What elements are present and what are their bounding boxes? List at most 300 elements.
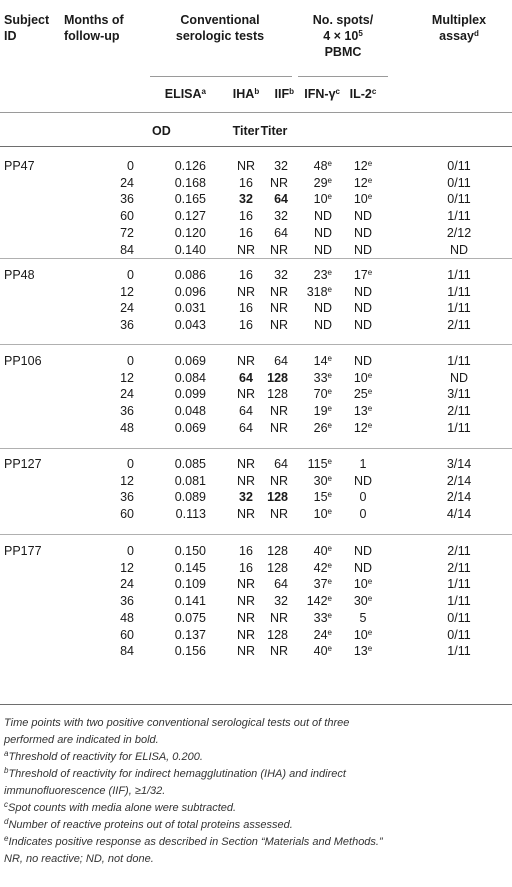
positive-marker: e bbox=[327, 175, 332, 185]
multiplex-cell: 0/11 bbox=[447, 610, 471, 625]
elisa-cell: 0.140 bbox=[174, 242, 206, 257]
ifn-gamma-value: ND bbox=[313, 301, 332, 316]
iha-cell: NR bbox=[236, 644, 256, 659]
months-cell: 0 bbox=[127, 544, 134, 558]
months-cell: 60 bbox=[120, 209, 134, 224]
header-bottom-rule bbox=[0, 146, 512, 147]
ifn-gamma-value: 26 bbox=[313, 420, 328, 435]
iha-cell: NR bbox=[236, 284, 256, 299]
elisa-cell: 0.113 bbox=[175, 507, 206, 522]
multiplex-cell: 2/14 bbox=[446, 473, 472, 488]
table-row bbox=[0, 643, 512, 659]
positive-marker: e bbox=[367, 387, 373, 397]
multiplex-cell: ND bbox=[449, 370, 469, 385]
ifn-gamma-cell bbox=[302, 643, 332, 659]
multiplex-cell: 3/14 bbox=[446, 457, 472, 471]
months-cell: 12 bbox=[120, 370, 134, 385]
multiplex-cell: 1/11 bbox=[447, 268, 471, 282]
positive-marker: e bbox=[327, 284, 332, 294]
months-cell: 36 bbox=[120, 490, 134, 505]
il2-value: 12 bbox=[353, 420, 368, 435]
months-cell: 36 bbox=[120, 594, 134, 609]
months-cell: 24 bbox=[120, 175, 134, 190]
positive-marker: e bbox=[367, 175, 373, 185]
positive-marker: e bbox=[367, 192, 373, 202]
il2-cell bbox=[343, 353, 383, 369]
ifn-gamma-cell bbox=[302, 225, 332, 241]
il2-value: ND bbox=[353, 473, 373, 488]
table-row bbox=[0, 317, 512, 333]
ifn-gamma-value: 10 bbox=[313, 507, 328, 522]
positive-marker: e bbox=[327, 354, 332, 363]
ifn-gamma-cell bbox=[302, 456, 332, 472]
header-ifn-sup: c bbox=[335, 87, 340, 96]
ifn-gamma-cell bbox=[302, 543, 332, 559]
positive-marker: e bbox=[367, 268, 373, 277]
ifn-gamma-cell bbox=[302, 489, 332, 505]
months-cell: 12 bbox=[120, 560, 134, 575]
positive-marker: e bbox=[327, 159, 332, 168]
ifn-gamma-value: 37 bbox=[313, 577, 328, 592]
iha-cell: NR bbox=[236, 610, 256, 625]
positive-marker: e bbox=[327, 627, 332, 637]
ifn-gamma-cell bbox=[302, 506, 332, 522]
footnote-b bbox=[4, 766, 508, 783]
il2-value: 0 bbox=[359, 507, 367, 522]
ifn-gamma-value: 33 bbox=[313, 610, 328, 625]
ifn-gamma-value: 70 bbox=[313, 387, 328, 402]
elisa-cell: 0.145 bbox=[174, 560, 206, 575]
ifn-gamma-value: 23 bbox=[313, 268, 328, 282]
header-spots-line3: PBMC bbox=[324, 45, 362, 59]
elisa-cell: 0.048 bbox=[174, 404, 206, 419]
positive-marker: e bbox=[367, 594, 373, 604]
elisa-cell: 0.081 bbox=[174, 473, 206, 488]
elisa-cell: 0.137 bbox=[174, 627, 206, 642]
ifn-gamma-value: ND bbox=[313, 242, 332, 257]
positive-marker: e bbox=[327, 387, 332, 397]
il2-cell bbox=[343, 456, 383, 472]
subheader-row bbox=[0, 86, 512, 102]
il2-value: ND bbox=[353, 560, 373, 575]
ifn-gamma-value: 10 bbox=[313, 192, 328, 207]
group-divider bbox=[0, 344, 512, 345]
header-multiplex-assay: assay bbox=[439, 29, 474, 43]
il2-value: ND bbox=[353, 354, 373, 368]
iif-cell: 32 bbox=[274, 209, 288, 224]
iif-cell: NR bbox=[269, 610, 288, 625]
il2-value: 10 bbox=[353, 192, 368, 207]
months-cell: 60 bbox=[120, 507, 134, 522]
ifn-gamma-cell bbox=[302, 353, 332, 369]
positive-marker: e bbox=[327, 370, 332, 380]
table-row bbox=[0, 576, 512, 592]
positive-marker: e bbox=[367, 577, 373, 587]
multiplex-cell: 1/11 bbox=[447, 594, 471, 609]
ifn-gamma-cell bbox=[302, 208, 332, 224]
iif-cell: 128 bbox=[267, 560, 288, 575]
il2-value: 10 bbox=[353, 577, 368, 592]
il2-cell bbox=[343, 191, 383, 207]
positive-marker: e bbox=[327, 594, 332, 604]
footnote-e-mark: e bbox=[4, 834, 9, 843]
positive-marker: e bbox=[327, 644, 332, 654]
footnote-d-text: Number of reactive proteins out of total proteins assessed. bbox=[8, 819, 293, 831]
footnote-a bbox=[4, 749, 508, 766]
il2-cell bbox=[343, 420, 383, 436]
elisa-cell: 0.168 bbox=[174, 175, 206, 190]
footnote-b-mark: b bbox=[4, 766, 9, 775]
ifn-gamma-value: 24 bbox=[313, 627, 328, 642]
elisa-cell: 0.126 bbox=[174, 159, 206, 173]
header-il2-label: IL-2 bbox=[349, 87, 372, 101]
footnote-d bbox=[4, 817, 508, 834]
positive-marker: e bbox=[327, 268, 332, 277]
iif-cell: NR bbox=[269, 242, 288, 257]
months-cell: 36 bbox=[120, 318, 134, 333]
header-multiplex bbox=[406, 12, 512, 44]
iif-cell: 128 bbox=[267, 370, 288, 385]
iha-cell: 16 bbox=[239, 544, 253, 558]
elisa-cell: 0.165 bbox=[174, 192, 206, 207]
il2-value: 10 bbox=[353, 627, 368, 642]
elisa-cell: 0.085 bbox=[174, 457, 206, 471]
ifn-gamma-cell bbox=[302, 191, 332, 207]
subject-id-cell: PP106 bbox=[4, 354, 42, 368]
footnote-a-text: Threshold of reactivity for ELISA, 0.200. bbox=[8, 751, 203, 763]
footnote-c-mark: c bbox=[4, 800, 8, 809]
table-row bbox=[0, 386, 512, 402]
iha-cell: NR bbox=[236, 627, 256, 642]
ifn-gamma-cell bbox=[302, 473, 332, 489]
header-conventional bbox=[150, 12, 290, 44]
ifn-gamma-value: 48 bbox=[313, 159, 328, 173]
elisa-cell: 0.084 bbox=[174, 370, 206, 385]
iha-cell: 64 bbox=[239, 370, 253, 385]
months-cell: 72 bbox=[120, 225, 134, 240]
iha-cell: 16 bbox=[239, 301, 253, 316]
months-cell: 48 bbox=[120, 610, 134, 625]
il2-value: 10 bbox=[353, 370, 368, 385]
unit-titer-iif: Titer bbox=[260, 124, 288, 138]
group-divider bbox=[0, 534, 512, 535]
ifn-gamma-value: 19 bbox=[313, 404, 328, 419]
footnote-e-text: Indicates positive response as described in Section “Materials and Methods.” bbox=[8, 836, 383, 848]
il2-cell bbox=[343, 506, 383, 522]
iif-cell: 128 bbox=[267, 627, 288, 642]
multiplex-cell: 1/11 bbox=[447, 301, 471, 316]
multiplex-cell: 0/11 bbox=[447, 159, 471, 173]
header-subject-line2: ID bbox=[4, 29, 17, 43]
iif-cell: NR bbox=[269, 644, 288, 659]
table-row bbox=[0, 267, 512, 283]
header-conventional-line2: serologic tests bbox=[175, 29, 265, 43]
subject-id-cell: PP47 bbox=[4, 159, 35, 173]
multiplex-cell: 1/11 bbox=[447, 354, 471, 368]
elisa-cell: 0.043 bbox=[174, 318, 206, 333]
iha-cell: NR bbox=[236, 354, 256, 368]
positive-marker: e bbox=[327, 404, 332, 414]
ifn-gamma-cell bbox=[302, 560, 332, 576]
subject-id-cell: PP48 bbox=[4, 268, 35, 282]
spots-underline bbox=[298, 76, 388, 77]
il2-value: ND bbox=[353, 544, 373, 558]
table-row bbox=[0, 456, 512, 472]
footnote-d-mark: d bbox=[4, 817, 9, 826]
ifn-gamma-value: 14 bbox=[313, 354, 328, 368]
header-conventional-line1: Conventional bbox=[180, 13, 260, 27]
table-row bbox=[0, 242, 512, 258]
header-spots bbox=[298, 12, 388, 60]
iif-cell: 32 bbox=[274, 268, 288, 282]
units-row bbox=[0, 123, 512, 139]
elisa-cell: 0.086 bbox=[174, 268, 206, 282]
multiplex-cell: 1/11 bbox=[447, 577, 471, 592]
ifn-gamma-value: 15 bbox=[313, 490, 328, 505]
positive-marker: e bbox=[367, 627, 373, 637]
iha-cell: NR bbox=[236, 594, 256, 609]
elisa-cell: 0.109 bbox=[174, 577, 206, 592]
subheader-divider bbox=[0, 112, 512, 113]
positive-marker: e bbox=[367, 644, 373, 654]
months-cell: 36 bbox=[120, 404, 134, 419]
il2-cell bbox=[343, 300, 383, 316]
iha-cell: NR bbox=[236, 159, 256, 173]
iha-cell: 16 bbox=[239, 318, 253, 333]
table-row bbox=[0, 191, 512, 207]
il2-value: ND bbox=[353, 301, 373, 316]
positive-marker: e bbox=[327, 544, 332, 553]
header-il2-sup: c bbox=[371, 87, 377, 96]
iif-cell: 64 bbox=[274, 457, 288, 471]
footnote-a-mark: a bbox=[4, 749, 9, 758]
iha-cell: 16 bbox=[239, 209, 253, 224]
ifn-gamma-cell bbox=[302, 267, 332, 283]
ifn-gamma-value: 42 bbox=[313, 560, 328, 575]
ifn-gamma-cell bbox=[302, 158, 332, 174]
iif-cell: NR bbox=[269, 318, 288, 333]
ifn-gamma-value: 40 bbox=[313, 544, 328, 558]
footnote-b-text2: immunofluorescence (IIF), ≥1/32. bbox=[4, 785, 166, 797]
positive-marker: e bbox=[327, 457, 332, 466]
months-cell: 24 bbox=[120, 577, 134, 592]
header-iif bbox=[254, 86, 294, 102]
iha-cell: 32 bbox=[239, 192, 253, 207]
il2-value: ND bbox=[353, 242, 373, 257]
elisa-cell: 0.096 bbox=[174, 284, 206, 299]
multiplex-cell: 4/14 bbox=[446, 507, 472, 522]
group-divider bbox=[0, 258, 512, 259]
subject-id-cell: PP177 bbox=[4, 544, 42, 558]
table-row bbox=[0, 560, 512, 576]
header-multiplex-line2 bbox=[406, 28, 512, 44]
ifn-gamma-value: ND bbox=[313, 318, 332, 333]
il2-cell bbox=[343, 473, 383, 489]
header-iha-label: IHA bbox=[232, 87, 255, 101]
iif-cell: 64 bbox=[274, 192, 288, 207]
header-subject-id bbox=[4, 12, 49, 44]
iif-cell: NR bbox=[269, 507, 288, 522]
multiplex-cell: 2/14 bbox=[446, 490, 472, 505]
header-subject-line1: Subject bbox=[4, 13, 50, 27]
positive-marker: e bbox=[327, 490, 332, 500]
footnote-abbreviations: NR, no reactive; ND, not done. bbox=[4, 853, 154, 865]
il2-value: ND bbox=[353, 284, 373, 299]
iha-cell: 16 bbox=[239, 560, 253, 575]
positive-marker: e bbox=[327, 560, 332, 570]
months-cell: 0 bbox=[127, 268, 134, 282]
elisa-cell: 0.031 bbox=[174, 301, 206, 316]
footnote-c bbox=[4, 800, 508, 817]
iif-cell: 64 bbox=[274, 354, 288, 368]
multiplex-cell: 1/11 bbox=[447, 644, 471, 659]
table-row bbox=[0, 627, 512, 643]
conventional-underline bbox=[150, 76, 292, 77]
iha-cell: NR bbox=[236, 507, 256, 522]
months-cell: 12 bbox=[120, 473, 134, 488]
ifn-gamma-cell bbox=[302, 576, 332, 592]
header-iif-sup: b bbox=[289, 87, 294, 96]
table-row bbox=[0, 543, 512, 559]
positive-marker: e bbox=[367, 404, 373, 414]
il2-cell bbox=[343, 627, 383, 643]
iif-cell: NR bbox=[269, 284, 288, 299]
il2-cell bbox=[343, 267, 383, 283]
iif-cell: NR bbox=[269, 175, 288, 190]
iha-cell: 16 bbox=[239, 175, 253, 190]
iif-cell: NR bbox=[269, 301, 288, 316]
iif-cell: 64 bbox=[274, 225, 288, 240]
months-cell: 60 bbox=[120, 627, 134, 642]
positive-marker: e bbox=[367, 370, 373, 380]
elisa-cell: 0.141 bbox=[174, 594, 206, 609]
months-cell: 84 bbox=[120, 644, 134, 659]
table-row bbox=[0, 353, 512, 369]
ifn-gamma-cell bbox=[302, 284, 332, 300]
months-cell: 36 bbox=[120, 192, 134, 207]
multiplex-cell: ND bbox=[449, 242, 469, 257]
footnote-bold-2: performed are indicated in bold. bbox=[4, 734, 159, 746]
months-cell: 48 bbox=[120, 420, 134, 435]
ifn-gamma-value: 33 bbox=[313, 370, 328, 385]
positive-marker: e bbox=[327, 473, 332, 483]
ifn-gamma-value: 29 bbox=[313, 175, 328, 190]
il2-cell bbox=[343, 593, 383, 609]
header-iha-sup: b bbox=[254, 87, 260, 96]
il2-cell bbox=[343, 370, 383, 386]
iha-cell: 16 bbox=[239, 268, 253, 282]
positive-marker: e bbox=[327, 610, 332, 620]
il2-cell bbox=[343, 208, 383, 224]
ifn-gamma-cell bbox=[302, 593, 332, 609]
header-ifn bbox=[296, 86, 340, 102]
iif-cell: NR bbox=[269, 473, 288, 488]
il2-value: 17 bbox=[353, 268, 368, 282]
multiplex-cell: 0/11 bbox=[447, 175, 471, 190]
months-cell: 0 bbox=[127, 354, 134, 368]
group-divider bbox=[0, 448, 512, 449]
header-months-line1: Months of bbox=[64, 13, 124, 27]
header-il2 bbox=[343, 86, 383, 102]
multiplex-cell: 2/11 bbox=[447, 318, 471, 333]
header-months bbox=[64, 12, 124, 44]
footnotes bbox=[4, 715, 508, 868]
months-cell: 0 bbox=[127, 159, 134, 173]
iif-cell: 128 bbox=[267, 544, 288, 558]
il2-value: 30 bbox=[353, 594, 368, 609]
il2-cell bbox=[343, 225, 383, 241]
positive-marker: e bbox=[327, 192, 332, 202]
iif-cell: 32 bbox=[274, 159, 288, 173]
ifn-gamma-cell bbox=[302, 242, 332, 258]
il2-value: 13 bbox=[353, 644, 368, 659]
header-ifn-label: IFN-γ bbox=[304, 87, 336, 101]
months-cell: 0 bbox=[127, 457, 134, 471]
iif-cell: 128 bbox=[267, 387, 288, 402]
elisa-cell: 0.127 bbox=[174, 209, 206, 224]
il2-cell bbox=[343, 610, 383, 626]
il2-cell bbox=[343, 543, 383, 559]
il2-cell bbox=[343, 403, 383, 419]
iha-cell: NR bbox=[236, 387, 256, 402]
il2-cell bbox=[343, 284, 383, 300]
table-row bbox=[0, 489, 512, 505]
header-elisa-sup: a bbox=[201, 87, 206, 96]
header-spots-line1: No. spots/ bbox=[312, 13, 374, 27]
ifn-gamma-cell bbox=[302, 386, 332, 402]
ifn-gamma-cell bbox=[302, 317, 332, 333]
header-multiplex-sup: d bbox=[473, 29, 479, 38]
table-row bbox=[0, 225, 512, 241]
iif-cell: NR bbox=[269, 404, 288, 419]
elisa-cell: 0.150 bbox=[174, 544, 206, 558]
iha-cell: 64 bbox=[239, 420, 253, 435]
footnote-b-text1: Threshold of reactivity for indirect hemagglutination (IHA) and indirect bbox=[8, 768, 346, 780]
table-bottom-rule bbox=[0, 704, 512, 705]
elisa-cell: 0.069 bbox=[174, 354, 206, 368]
elisa-cell: 0.099 bbox=[174, 387, 206, 402]
il2-value: ND bbox=[353, 225, 373, 240]
positive-marker: e bbox=[367, 159, 373, 168]
ifn-gamma-value: 40 bbox=[313, 644, 328, 659]
ifn-gamma-cell bbox=[302, 420, 332, 436]
il2-cell bbox=[343, 386, 383, 402]
ifn-gamma-value: 142 bbox=[306, 594, 328, 609]
multiplex-cell: 0/11 bbox=[447, 627, 471, 642]
header-multiplex-line1: Multiplex bbox=[431, 13, 487, 27]
il2-value: ND bbox=[353, 318, 373, 333]
header-spots-line2 bbox=[298, 28, 388, 44]
il2-value: 13 bbox=[353, 404, 368, 419]
il2-cell bbox=[343, 175, 383, 191]
months-cell: 24 bbox=[120, 301, 134, 316]
iha-cell: NR bbox=[236, 457, 256, 471]
iif-cell: 32 bbox=[274, 594, 288, 609]
months-cell: 24 bbox=[120, 387, 134, 402]
il2-value: 12 bbox=[353, 175, 368, 190]
ifn-gamma-value: ND bbox=[313, 209, 332, 224]
table-row bbox=[0, 284, 512, 300]
ifn-gamma-cell bbox=[302, 403, 332, 419]
il2-cell bbox=[343, 560, 383, 576]
table-row bbox=[0, 420, 512, 436]
iha-cell: 16 bbox=[239, 225, 253, 240]
table-row bbox=[0, 158, 512, 174]
ifn-gamma-value: ND bbox=[313, 225, 332, 240]
multiplex-cell: 2/11 bbox=[447, 544, 471, 558]
table-row bbox=[0, 370, 512, 386]
iha-cell: NR bbox=[236, 473, 256, 488]
